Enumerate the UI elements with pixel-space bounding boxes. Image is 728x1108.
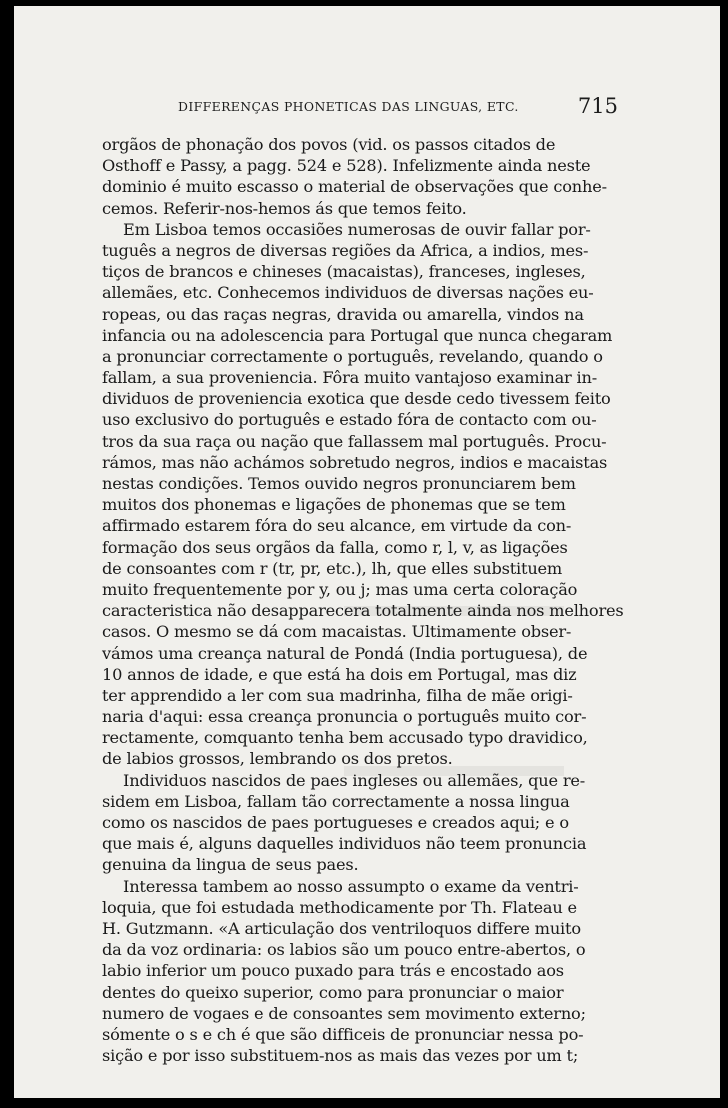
text-line: loquia, que foi estudada methodicamente por Th. Flateau e (102, 897, 577, 917)
text-line: muitos dos phonemas e ligações de phonemas que se tem (102, 495, 566, 515)
text-line: rectamente, comquanto tenha bem accusado typo dravidico, (102, 728, 588, 748)
text-line: naria d'aqui: essa creança pronuncia o português muito cor- (102, 707, 587, 727)
text-line: Osthoff e Passy, a pagg. 524 e 528). Infelizmente ainda neste (102, 156, 591, 176)
text-line: genuina da lingua de seus paes. (102, 855, 359, 875)
text-line: dentes do queixo superior, como para pronunciar o maior (102, 982, 564, 1002)
text-line: formação dos seus orgãos da falla, como r, l, v, as ligações (102, 537, 568, 557)
text-line: allemães, etc. Conhecemos individuos de diversas nações eu- (102, 283, 594, 303)
running-head: DIFFERENÇAS PHONETICAS DAS LINGUAS, ETC. (178, 99, 519, 114)
text-line: infancia ou na adolescencia para Portugal que nunca chegaram (102, 325, 613, 345)
paragraph-start-line: Interessa tambem ao nosso assumpto o exame da ventri- (123, 876, 579, 896)
text-line: caracteristica não desapparecera totalmente ainda nos melhores (102, 601, 624, 621)
book-page (14, 6, 720, 1098)
text-line: dominio é muito escasso o material de observações que conhe- (102, 177, 607, 197)
text-line: que mais é, alguns daquelles individuos não teem pronuncia (102, 834, 587, 854)
body-text (102, 134, 624, 1066)
text-line: ropeas, ou das raças negras, dravida ou amarella, vindos na (102, 304, 584, 324)
text-line: H. Gutzmann. «A articulação dos ventriloquos differe muito (102, 918, 581, 938)
text-line: labio inferior um pouco puxado para trás e encostado aos (102, 961, 564, 981)
text-line: tros da sua raça ou nação que fallassem mal português. Procu- (102, 431, 607, 451)
text-line: vámos uma creança natural de Pondá (India portuguesa), de (102, 643, 588, 663)
text-line: sidem em Lisboa, fallam tão correctamente a nossa lingua (102, 791, 570, 811)
text-line: da da voz ordinaria: os labios são um pouco entre-abertos, o (102, 940, 586, 960)
text-line: muito frequentemente por y, ou j; mas uma certa coloração (102, 579, 578, 599)
text-line: affirmado estarem fóra do seu alcance, em virtude da con- (102, 516, 572, 536)
text-line: 10 annos de idade, e que está ha dois em Portugal, mas diz (102, 664, 577, 684)
text-line: ter apprendido a ler com sua madrinha, filha de mãe origi- (102, 685, 573, 705)
text-line: de consoantes com r (tr, pr, etc.), lh, que elles substituem (102, 558, 563, 578)
page-number: 715 (577, 94, 618, 118)
text-line: nestas condições. Temos ouvido negros pronunciarem bem (102, 474, 576, 493)
text-line: tuguês a negros de diversas regiões da Africa, a indios, mes- (102, 240, 589, 260)
text-line: de labios grossos, lembrando os dos pretos. (102, 749, 453, 769)
text-line: fallam, a sua proveniencia. Fôra muito vantajoso examinar in- (102, 368, 598, 388)
text-line: como os nascidos de paes portugueses e creados aqui; e o (102, 813, 569, 832)
text-line: dividuos de proveniencia exotica que desde cedo tivessem feito (102, 389, 611, 409)
text-line: tiços de brancos e chineses (macaistas), franceses, ingleses, (102, 262, 586, 282)
text-line: orgãos de phonação dos povos (vid. os passos citados de (102, 135, 556, 154)
text-line: sição e por isso substituem-nos as mais das vezes por um t; (102, 1046, 579, 1066)
paragraph-start-line: Em Lisboa temos occasiões numerosas de ouvir fallar por- (123, 219, 591, 239)
text-line: a pronunciar correctamente o português, revelando, quando o (102, 346, 603, 366)
text-line: rámos, mas não achámos sobretudo negros, indios e macaistas (102, 452, 608, 472)
paragraph-start-line: Individuos nascidos de paes ingleses ou allemães, que re- (123, 770, 586, 790)
text-line: sómente o s e ch é que são difficeis de pronunciar nessa po- (102, 1024, 584, 1044)
page-header (178, 94, 618, 122)
text-line: numero de vogaes e de consoantes sem movimento externo; (102, 1003, 586, 1023)
text-line: uso exclusivo do português e estado fóra de contacto com ou- (102, 410, 597, 430)
text-line: casos. O mesmo se dá com macaistas. Ultimamente obser- (102, 622, 572, 642)
text-line: cemos. Referir-nos-hemos ás que temos feito. (102, 198, 467, 218)
